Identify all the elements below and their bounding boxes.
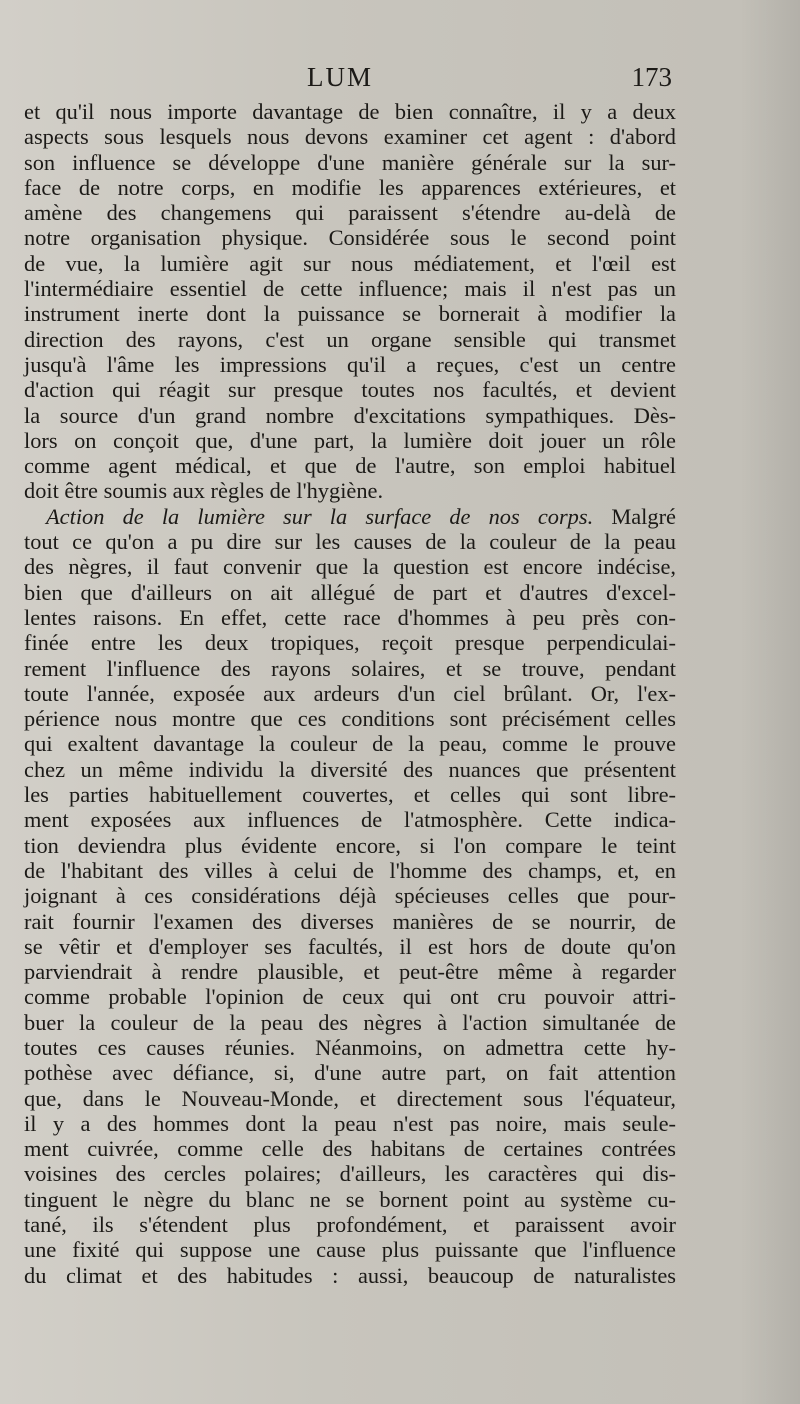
text-line: joignant à ces considérations déjà spécieuses celles que pour- <box>24 883 676 909</box>
text-line: toute l'année, exposée aux ardeurs d'un ciel brûlant. Or, l'ex- <box>24 680 676 706</box>
text-line: tion deviendra plus évidente encore, si l'on compare le teint <box>24 832 676 858</box>
text-line: de l'habitant des villes à celui de l'homme des champs, et, en <box>24 857 676 883</box>
text-line: ment cuivrée, comme celle des habitans de certaines contrées <box>24 1136 676 1162</box>
text-line: direction des rayons, c'est un organe sensible qui transmet <box>24 326 676 352</box>
section-title-tail: Malgré <box>611 503 676 529</box>
page-number: 173 <box>631 62 672 92</box>
text-line: doit être soumis aux règles de l'hygiène. <box>24 478 384 504</box>
section-heading-line <box>24 504 676 529</box>
text-line: aspects sous lesquels nous devons examiner cet agent : d'abord <box>24 124 676 150</box>
text-line: lentes raisons. En effet, cette race d'hommes à peu près con- <box>24 604 676 630</box>
text-line: d'action qui réagit sur presque toutes nos facultés, et devient <box>24 377 676 403</box>
text-line: jusqu'à l'âme les impressions qu'il a reçues, c'est un centre <box>24 351 676 377</box>
text-line: notre organisation physique. Considérée sous le second point <box>24 225 676 251</box>
text-line: une fixité qui suppose une cause plus puissante que l'influence <box>24 1237 676 1263</box>
text-line: tinguent le nègre du blanc ne se bornent point au système cu- <box>24 1186 676 1212</box>
text-line: chez un même individu la diversité des nuances que présentent <box>24 756 676 782</box>
text-line: finée entre les deux tropiques, reçoit presque perpendiculai- <box>24 630 676 656</box>
text-line: buer la couleur de la peau des nègres à l'action simultanée de <box>24 1009 676 1035</box>
text-line: de vue, la lumière agit sur nous médiatement, et l'œil est <box>24 250 676 276</box>
text-line: lors on conçoit que, d'une part, la lumière doit jouer un rôle <box>24 427 676 453</box>
text-line: l'intermédiaire essentiel de cette influence; mais il n'est pas un <box>24 276 676 302</box>
text-line: du climat et des habitudes : aussi, beaucoup de naturalistes <box>24 1262 676 1288</box>
text-line: tout ce qu'on a pu dire sur les causes de la couleur de la peau <box>24 529 676 555</box>
section-title: Action de la lumière sur la surface de nos corps. <box>46 503 594 529</box>
text-line: son influence se développe d'une manière générale sur la sur- <box>24 149 676 175</box>
text-line: il y a des hommes dont la peau n'est pas noire, mais seule- <box>24 1110 676 1136</box>
text-line: tané, ils s'étendent plus profondément, et paraissent avoir <box>24 1212 676 1238</box>
text-line: rait fournir l'examen des diverses manières de se nourrir, de <box>24 908 676 934</box>
text-line: comme probable l'opinion de ceux qui ont cru pouvoir attri- <box>24 984 676 1010</box>
text-line: amène des changemens qui paraissent s'étendre au-delà de <box>24 200 676 226</box>
text-line: périence nous montre que ces conditions sont précisément celles <box>24 706 676 732</box>
text-line: qui exaltent davantage la couleur de la peau, comme le prouve <box>24 731 676 757</box>
text-line: la source d'un grand nombre d'excitations sympathiques. Dès- <box>24 402 676 428</box>
text-line: instrument inerte dont la puissance se bornerait à modifier la <box>24 301 676 327</box>
text-line: comme agent médical, et que de l'autre, son emploi habituel <box>24 453 676 479</box>
text-line: parviendrait à rendre plausible, et peut-être même à regarder <box>24 959 676 985</box>
text-line: voisines des cercles polaires; d'ailleurs, les caractères qui dis- <box>24 1161 676 1187</box>
running-head: LUM <box>307 62 373 92</box>
page-header <box>0 62 800 96</box>
body-text <box>24 99 676 1288</box>
text-line: bien que d'ailleurs on ait allégué de part et d'autres d'excel- <box>24 579 676 605</box>
text-line: se vêtir et d'employer ses facultés, il est hors de doute qu'on <box>24 933 676 959</box>
text-line: les parties habituellement couvertes, et celles qui sont libre- <box>24 782 676 808</box>
text-line: toutes ces causes réunies. Néanmoins, on admettra cette hy- <box>24 1034 676 1060</box>
text-line: pothèse avec défiance, si, d'une autre part, on fait attention <box>24 1060 676 1086</box>
text-line: face de notre corps, en modifie les apparences extérieures, et <box>24 174 676 200</box>
text-line: ment exposées aux influences de l'atmosphère. Cette indica- <box>24 807 676 833</box>
text-line: des nègres, il faut convenir que la question est encore indécise, <box>24 554 676 580</box>
text-line: et qu'il nous importe davantage de bien connaître, il y a deux <box>24 99 676 124</box>
text-line: rement l'influence des rayons solaires, et se trouve, pendant <box>24 655 676 681</box>
text-line: que, dans le Nouveau-Monde, et directement sous l'équateur, <box>24 1085 676 1111</box>
